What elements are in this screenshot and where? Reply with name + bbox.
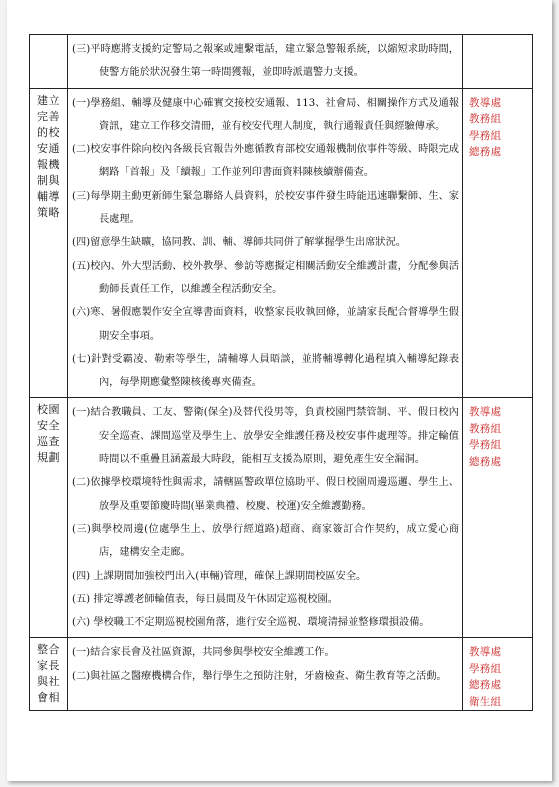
- responsible-units-cell: [463, 88, 533, 398]
- list-item: [72, 301, 459, 348]
- table-row: [30, 638, 533, 711]
- items-cell: [68, 35, 463, 89]
- item-text: 留意學生缺曠，協同教、訓、輔、導師共同併了解掌握學生出席狀況。: [90, 237, 406, 249]
- list-item: [72, 641, 459, 664]
- responsible-units-cell: [463, 398, 533, 638]
- item-number: (六): [72, 617, 91, 629]
- responsible-unit: 學務組: [469, 439, 502, 452]
- item-number: (二): [72, 144, 91, 156]
- item-text: 依據學校環境特性與需求，請轄區警政單位協助平、假日校園周邊巡邏、學生上、放學及重要節慶時間(畢業典禮、校慶、校運)安全維護勤務。: [90, 477, 459, 512]
- list-item: [72, 471, 459, 518]
- category-line: 規劃: [37, 451, 60, 465]
- category-cell: [30, 88, 68, 398]
- item-text: 上課期間加強校門出入(車輛)管理，確保上課期間校區安全。: [90, 570, 367, 582]
- items-cell: [68, 88, 463, 398]
- responsible-units-cell: [463, 638, 533, 711]
- item-number: (四): [72, 237, 91, 249]
- category-line: 會相: [37, 691, 60, 705]
- list-item: [72, 231, 459, 254]
- responsible-unit: 總務處: [469, 146, 502, 159]
- responsible-unit: 學務組: [469, 129, 502, 142]
- category-line: 建立: [37, 93, 60, 107]
- item-text: 校內、外大型活動、校外教學、參訪等應擬定相關活動安全維護計畫，分配參與活動師長責任工作，以維護全程活動安全。: [90, 260, 459, 295]
- responsible-unit: 總務處: [469, 455, 502, 468]
- item-number: (三): [72, 190, 91, 202]
- category-line: 安通: [37, 141, 60, 155]
- list-item: [72, 518, 459, 565]
- list-item: [72, 348, 459, 395]
- item-number: (一): [72, 647, 91, 659]
- item-text: 學務組、輔導及健康中心確實交接校安通報、113、社會局、相關操作方式及通報資訊，建立工作移交清冊，並有校安代理人制度，執行通報責任與經驗傳承。: [90, 97, 459, 132]
- item-text: 校安事件除向校內各級長官報告外應循教育部校安通報機制依事件等級、時限完成網路「首報」及「續報」工作並列印書面資料陳核續辦備查。: [90, 144, 459, 179]
- safety-plan-table: [29, 34, 533, 711]
- category-line: 整合: [37, 643, 60, 657]
- item-text: 每學期主動更新師生緊急聯絡人員資料，於校安事件發生時能迅速聯繫師、生、家長處理。: [90, 190, 459, 226]
- item-number: (三): [72, 44, 91, 55]
- item-text: 結合家長會及社區資源，共同參與學校安全維護工作。: [90, 647, 335, 659]
- category-cell: [30, 35, 68, 89]
- item-number: (七): [72, 353, 91, 365]
- category-line: 輔導: [37, 189, 60, 203]
- responsible-unit: 教導處: [469, 96, 502, 109]
- responsible-unit: 教導處: [469, 406, 502, 419]
- table-body: [30, 35, 533, 711]
- category-line: 的校: [37, 125, 60, 139]
- list-item: [72, 138, 459, 185]
- document-page: [7, 0, 552, 781]
- table-row: [30, 35, 533, 89]
- category-line: 與社: [37, 675, 60, 689]
- item-number: (二): [72, 477, 91, 489]
- table-row: [30, 398, 533, 638]
- list-item: [72, 611, 459, 634]
- list-item: [72, 185, 459, 232]
- responsible-unit: 學務組: [469, 662, 502, 675]
- category-line: 完善: [37, 109, 60, 123]
- category-line: 校園: [37, 403, 60, 417]
- category-line: 制與: [37, 173, 60, 187]
- item-text: 排定導護老師輪值表，每日晨間及午休固定巡視校園。: [90, 593, 338, 605]
- item-text: 平時應將支援約定警局之報案或連繫電話，建立緊急警報系統，以縮短求助時間，使警方能於狀況發生第一時間獲報，並即時派遣警力支援。: [90, 44, 459, 79]
- responsible-unit: 教導處: [469, 646, 502, 659]
- item-number: (六): [72, 307, 91, 319]
- item-text: 與學校周邊(位處學生上、放學行經道路)超商、商家簽訂合作契約，成立愛心商店，建構安全走廊。: [90, 523, 459, 559]
- category-line: 報機: [37, 157, 60, 171]
- category-line: 巡查: [37, 435, 60, 449]
- table-row: [30, 88, 533, 398]
- responsible-unit: 總務處: [469, 679, 502, 692]
- item-number: (二): [72, 670, 91, 682]
- item-text: 針對受霸凌、勒索等學生，請輔導人員晤談，並將輔導轉化過程填入輔導紀錄表內，每學期應彙整陳核後專夾備查。: [90, 353, 460, 389]
- responsible-units-cell: [463, 35, 533, 89]
- responsible-unit: 教務組: [469, 422, 502, 435]
- category-line: 安全: [37, 419, 60, 433]
- list-item: [72, 401, 459, 471]
- list-item: [72, 38, 459, 85]
- list-item: [72, 565, 459, 588]
- item-number: (一): [72, 97, 91, 109]
- item-number: (三): [72, 523, 91, 535]
- list-item: [72, 255, 459, 302]
- responsible-unit: 教務組: [469, 113, 502, 126]
- item-number: (四): [72, 570, 91, 582]
- item-text: 結合教職員、工友、警衛(保全)及替代役男等，負責校園門禁管制、平、假日校內安全巡查、課間巡堂及學生上、放學安全維護任務及校安事件處理等。排定輪值時間以不重疊且涵蓋最大時段，能相互支援為原則，避免產生安全漏洞。: [90, 407, 459, 466]
- item-number: (五): [72, 593, 91, 605]
- item-number: (五): [72, 260, 91, 272]
- list-item: [72, 665, 459, 688]
- items-cell: [68, 638, 463, 711]
- category-cell: [30, 638, 68, 711]
- items-cell: [68, 398, 463, 638]
- category-line: 家長: [37, 659, 60, 673]
- list-item: [72, 588, 459, 611]
- item-text: 寒、暑假應製作安全宣導書面資料，收整家長收執回條，並請家長配合督導學生假期安全事項。: [90, 307, 459, 342]
- category-cell: [30, 398, 68, 638]
- category-line: 策略: [37, 205, 60, 219]
- responsible-unit: 衛生組: [469, 695, 502, 708]
- item-number: (一): [72, 407, 91, 419]
- list-item: [72, 92, 459, 139]
- item-text: 與社區之醫療機構合作，舉行學生之預防注射，牙齒檢查、衛生教育等之活動。: [90, 670, 447, 682]
- item-text: 學校職工不定期巡視校園角落，進行安全巡視、環境清掃並整修環損設備。: [90, 617, 430, 629]
